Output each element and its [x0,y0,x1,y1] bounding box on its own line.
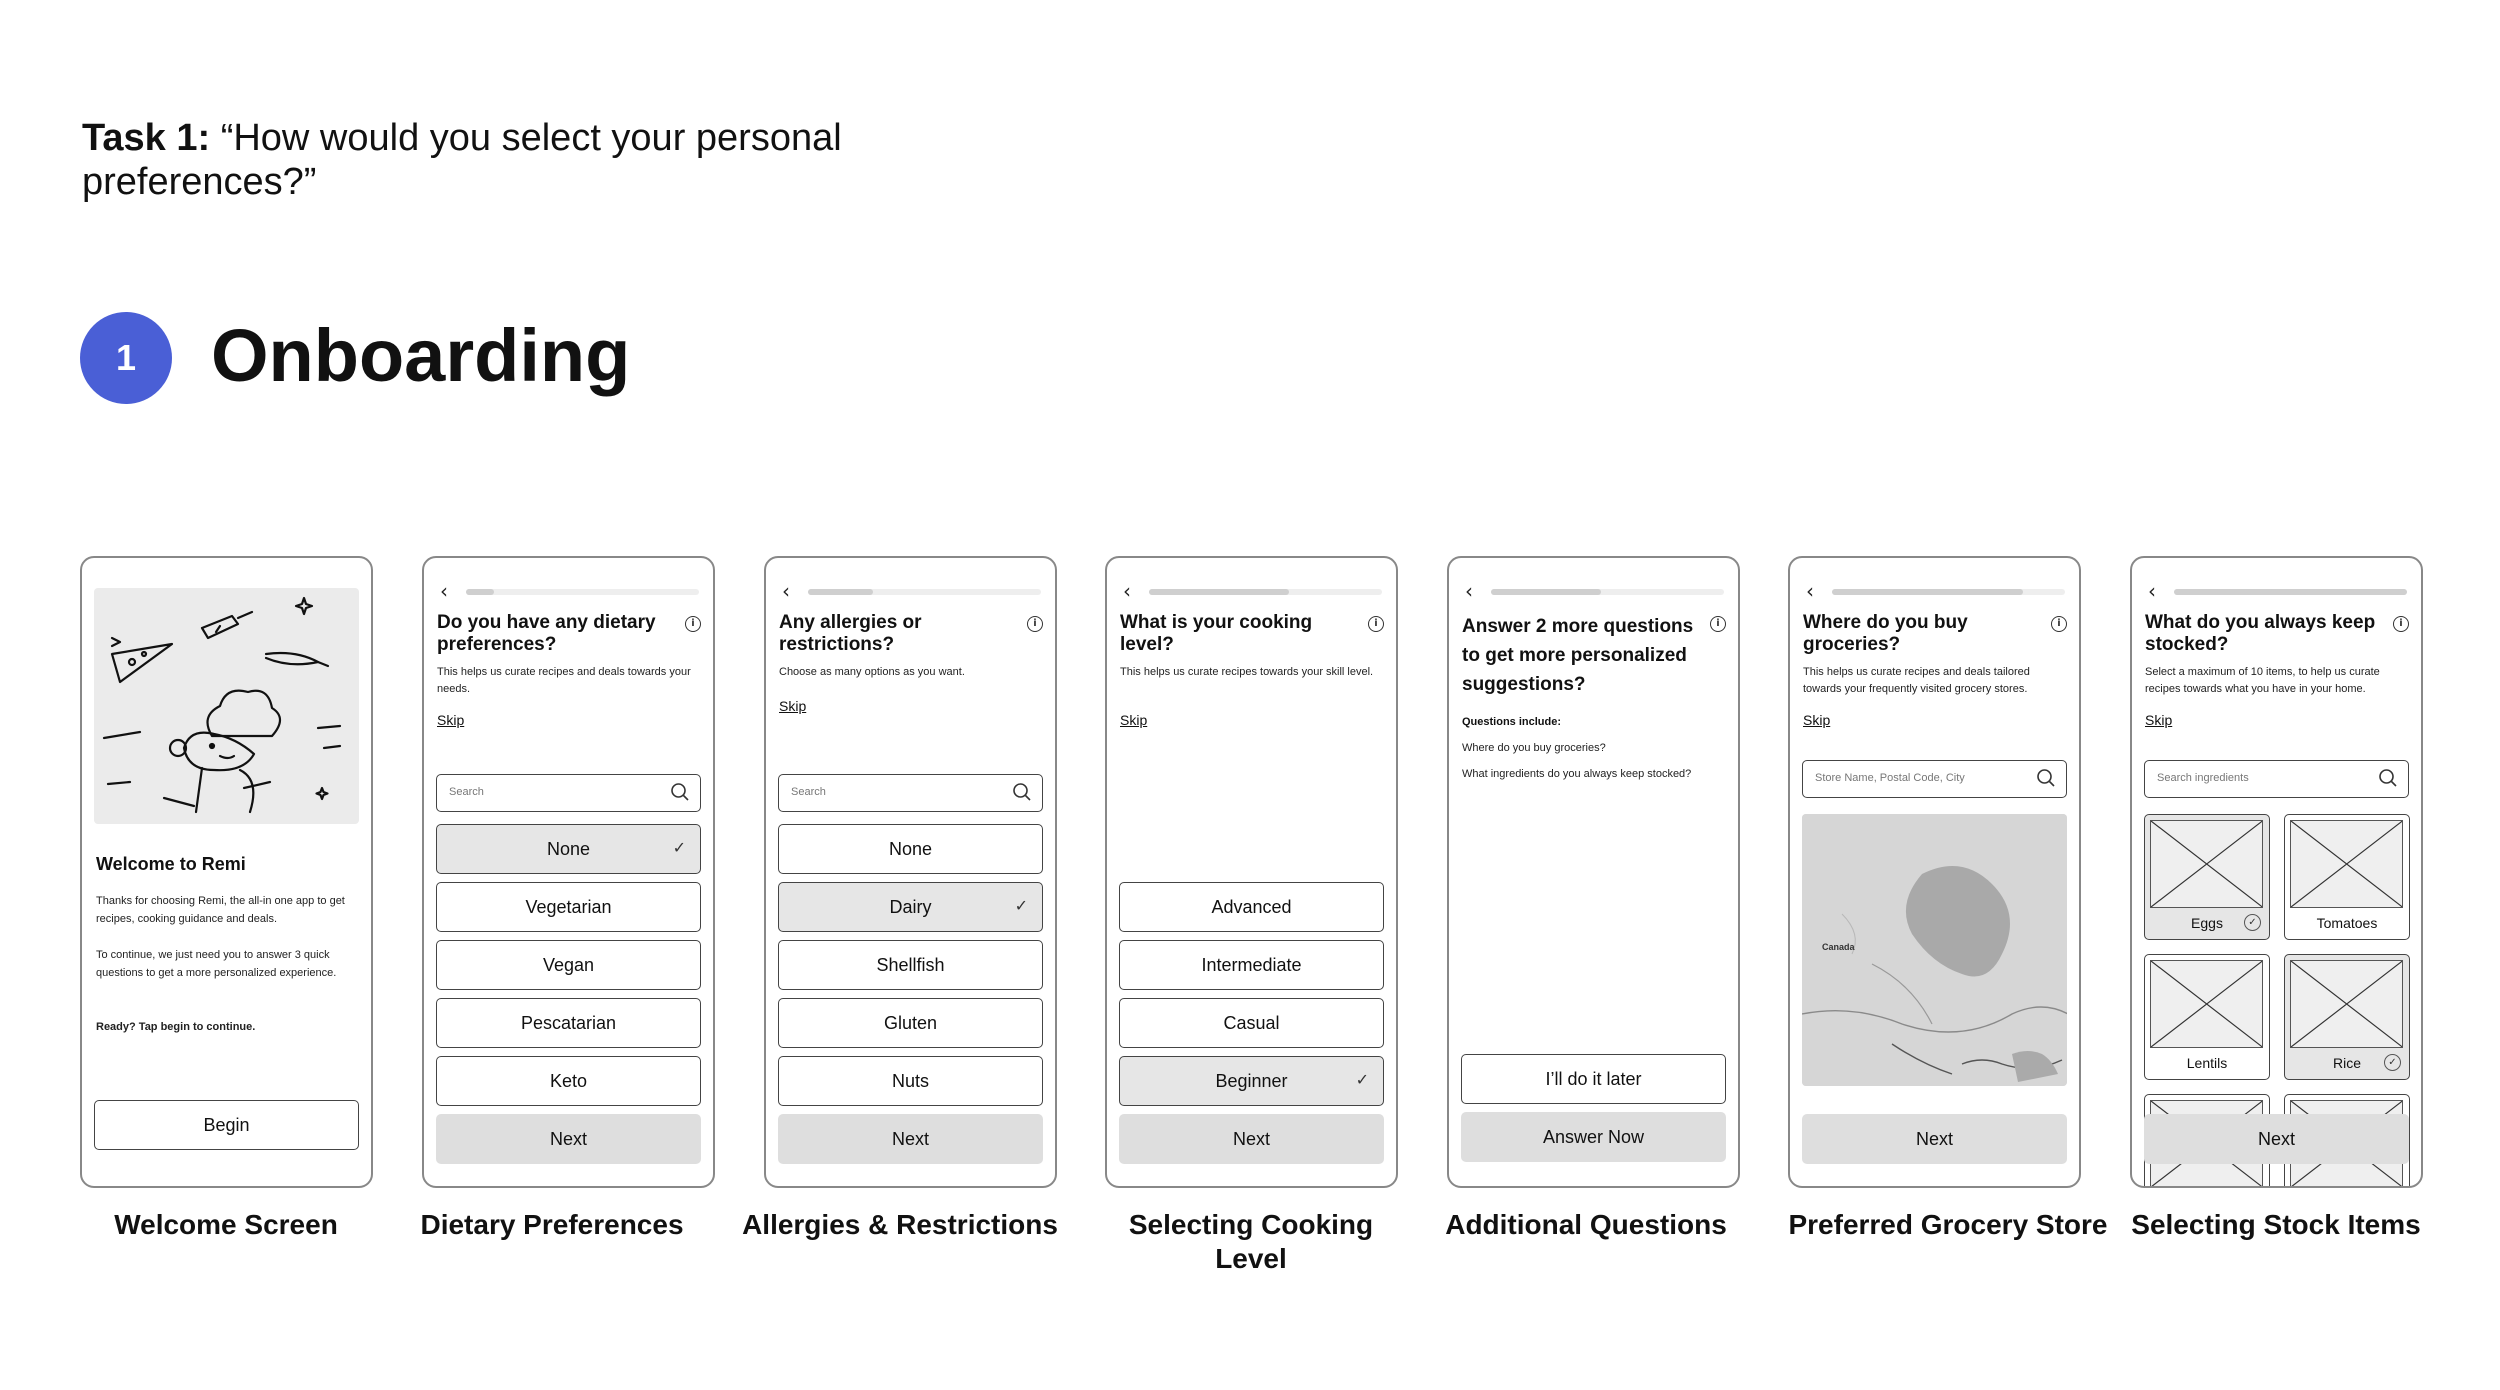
question-title: Do you have any dietary preferences? [437,612,656,655]
welcome-intro: Thanks for choosing Remi, the all-in one app to get recipes, cooking guidance and deals. [96,895,345,925]
question-title: Where do you buy groceries? [1803,612,1968,655]
skip-link[interactable]: Skip [1120,712,1148,728]
option-intermediate[interactable]: Intermediate [1119,940,1384,990]
map-country-label: Canada [1822,942,1855,952]
step-badge: 1 [80,312,172,404]
question-subtitle: Choose as many options as you want. [779,666,965,678]
back-chevron-icon[interactable]: ‹ [1465,579,1473,603]
search-icon [670,782,690,802]
next-button[interactable]: Next [1802,1114,2067,1164]
info-icon[interactable]: i [2393,616,2409,632]
info-icon[interactable]: i [1368,616,1384,632]
welcome-screen [80,556,373,1188]
ingredient-tile-eggs[interactable] [2144,814,2270,940]
later-button[interactable]: I’ll do it later [1461,1054,1726,1104]
question-title: Answer 2 more questions to get more personalized suggestions? [1462,616,1694,695]
next-button[interactable]: Next [2144,1114,2409,1164]
additional-questions-screen [1447,556,1740,1188]
tile-label: Lentils [2186,1055,2228,1071]
caption-grocery: Preferred Grocery Store [1788,1209,2108,1240]
search-icon [1012,782,1032,802]
ingredient-search-input[interactable] [2144,760,2409,798]
progress-bar [808,589,1041,595]
chef-illustration [94,588,359,824]
stock-items-screen [2130,556,2423,1188]
begin-button[interactable]: Begin [94,1100,359,1150]
search-input[interactable] [778,774,1043,812]
question-item: Where do you buy groceries? [1462,742,1606,754]
image-placeholder-icon [2150,820,2263,908]
progress-bar [2174,589,2407,595]
search-input[interactable] [436,774,701,812]
welcome-title: Welcome to Remi [96,854,246,874]
question-item: What ingredients do you always keep stocked? [1462,768,1692,780]
image-placeholder-icon [2290,820,2403,908]
tile-label: Eggs [2191,915,2223,931]
caption-allergies: Allergies & Restrictions [742,1209,1058,1240]
skip-link[interactable]: Skip [1803,712,1831,728]
option-beginner[interactable]: Beginner ✓ [1119,1056,1384,1106]
back-chevron-icon[interactable]: ‹ [782,579,790,603]
option-dairy[interactable]: Dairy ✓ [778,882,1043,932]
caption-welcome: Welcome Screen [114,1209,338,1240]
progress-bar [1832,589,2065,595]
caption-dietary: Dietary Preferences [420,1209,684,1240]
check-icon: ✓ [1355,1070,1369,1089]
ingredient-tile-rice[interactable] [2284,954,2410,1080]
ingredient-tile-tomatoes[interactable] [2284,814,2410,940]
section-title: Onboarding [211,314,631,397]
grocery-store-screen [1788,556,2081,1188]
caption-additional: Additional Questions [1445,1209,1727,1240]
tile-label: Tomatoes [2316,915,2378,931]
dietary-screen [422,556,715,1188]
progress-bar [1149,589,1382,595]
skip-link[interactable]: Skip [779,698,807,714]
welcome-instructions: To continue, we just need you to answer 3 quick questions to get a more personalized experience. [96,949,337,979]
tile-label: Rice [2332,1055,2361,1071]
check-icon: ✓ [2384,1054,2401,1071]
questions-label: Questions include: [1462,716,1562,728]
option-none[interactable]: None [778,824,1043,874]
question-subtitle: This helps us curate recipes and deals tailored towards your frequently visited grocery stores. [1803,666,2030,695]
allergies-screen [764,556,1057,1188]
next-button[interactable]: Next [778,1114,1043,1164]
info-icon[interactable]: i [1027,616,1043,632]
info-icon[interactable]: i [1710,616,1726,632]
search-placeholder: Search [791,786,826,798]
cooking-level-screen [1105,556,1398,1188]
store-map[interactable] [1802,814,2067,1086]
check-icon: ✓ [1014,896,1028,915]
welcome-cta-text: Ready? Tap begin to continue. [96,1021,256,1033]
question-title: What is your cooking level? [1120,612,1313,655]
check-icon: ✓ [2244,914,2261,931]
question-subtitle: This helps us curate recipes and deals towards your needs. [437,666,691,695]
question-subtitle: Select a maximum of 10 items, to help us curate recipes towards what you have in your home. [2145,666,2380,695]
option-keto[interactable]: Keto [436,1056,701,1106]
option-pescatarian[interactable]: Pescatarian [436,998,701,1048]
skip-link[interactable]: Skip [2145,712,2173,728]
back-chevron-icon[interactable]: ‹ [1806,579,1814,603]
back-chevron-icon[interactable]: ‹ [2148,579,2156,603]
caption-stock: Selecting Stock Items [2131,1209,2421,1240]
progress-bar [466,589,699,595]
caption-cooking: Selecting Cooking Level [1128,1209,1374,1274]
option-shellfish[interactable]: Shellfish [778,940,1043,990]
task-title [82,116,982,204]
info-icon[interactable]: i [685,616,701,632]
option-vegetarian[interactable]: Vegetarian [436,882,701,932]
option-casual[interactable]: Casual [1119,998,1384,1048]
search-icon [2036,768,2056,788]
question-subtitle: This helps us curate recipes towards your skill level. [1120,666,1374,678]
back-chevron-icon[interactable]: ‹ [440,579,448,603]
image-placeholder-icon [2150,960,2263,1048]
task-question: “How would you select your personal preferences?” [82,117,842,203]
option-vegan[interactable]: Vegan [436,940,701,990]
question-title: Any allergies or restrictions? [779,612,922,655]
search-placeholder: Store Name, Postal Code, City [1815,772,1965,784]
answer-now-button[interactable]: Answer Now [1461,1112,1726,1162]
next-button[interactable]: Next [1119,1114,1384,1164]
ingredient-tile-lentils[interactable] [2144,954,2270,1080]
search-placeholder: Search ingredients [2157,772,2249,784]
question-title: What do you always keep stocked? [2145,612,2376,655]
option-nuts[interactable]: Nuts [778,1056,1043,1106]
option-none[interactable]: None ✓ [436,824,701,874]
store-search-input[interactable] [1802,760,2067,798]
progress-bar [1491,589,1724,595]
search-placeholder: Search [449,786,484,798]
search-icon [2378,768,2398,788]
option-gluten[interactable]: Gluten [778,998,1043,1048]
info-icon[interactable]: i [2051,616,2067,632]
image-placeholder-icon [2290,960,2403,1048]
next-button[interactable]: Next [436,1114,701,1164]
check-icon: ✓ [672,838,686,857]
option-advanced[interactable]: Advanced [1119,882,1384,932]
task-label: Task 1: [82,117,211,159]
skip-link[interactable]: Skip [437,712,465,728]
back-chevron-icon[interactable]: ‹ [1123,579,1131,603]
